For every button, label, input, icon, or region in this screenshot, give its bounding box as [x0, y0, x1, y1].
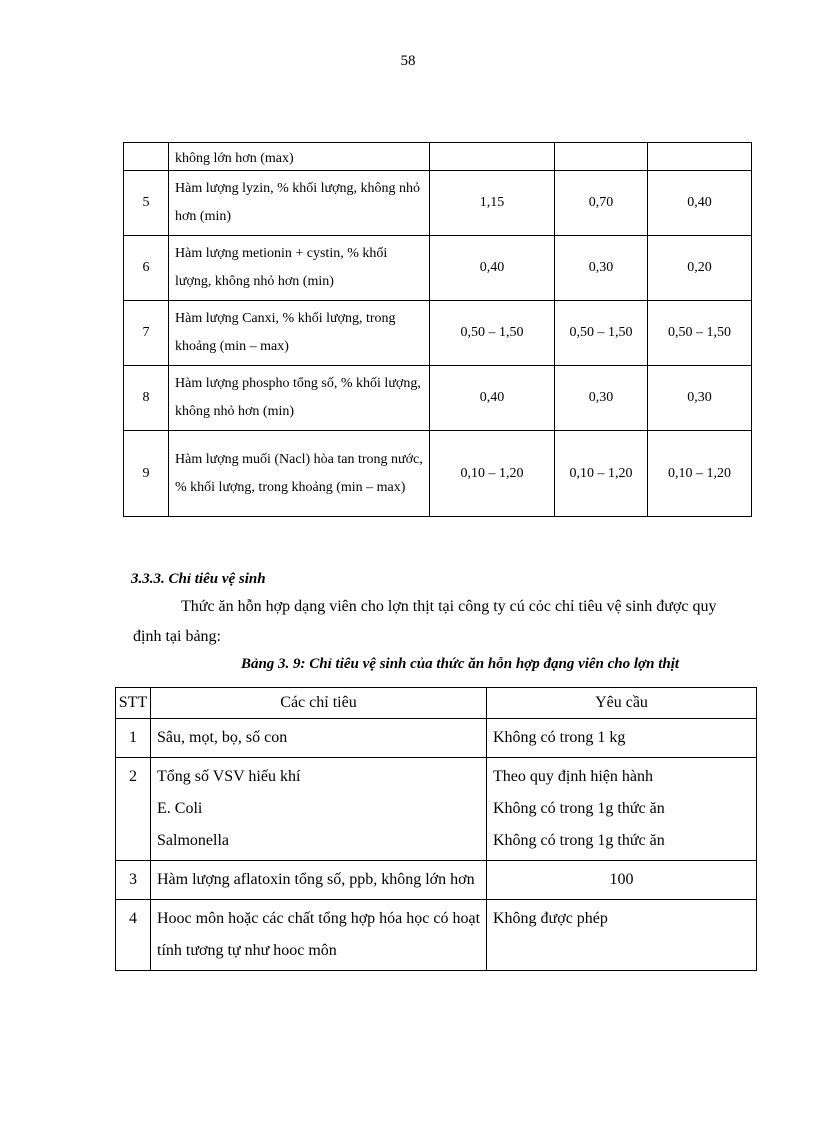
- value-cell: [430, 143, 555, 171]
- row-number: 4: [116, 900, 151, 971]
- table-row: [116, 719, 757, 758]
- header-stt: STT: [116, 688, 151, 719]
- header-requirement: Yêu cầu: [487, 688, 757, 719]
- table-row: [124, 171, 752, 236]
- value-cell: 0,10 – 1,20: [648, 431, 752, 517]
- table-row: [116, 758, 757, 861]
- requirement-cell: [487, 861, 757, 900]
- page-number: 58: [400, 53, 416, 69]
- value-cell: 1,15: [430, 171, 555, 236]
- row-number: [124, 143, 169, 171]
- header-row: [116, 688, 757, 719]
- requirement-cell: [487, 758, 757, 861]
- nutrition-table: [123, 142, 752, 517]
- criteria-cell: [151, 719, 487, 758]
- table-row: [124, 366, 752, 431]
- criteria-item: Sâu, mọt, bọ, số con: [157, 729, 288, 746]
- requirement-item: Không có trong 1 kg: [493, 729, 626, 746]
- criteria-cell: [151, 758, 487, 861]
- value-cell: 0,40: [648, 171, 752, 236]
- requirement-item: Không có trong 1g thức ăn: [493, 800, 665, 817]
- criteria-item: Hàm lượng aflatoxin tổng số, ppb, không lớn hơn: [157, 871, 475, 888]
- requirement-item: Theo quy định hiện hành: [493, 768, 653, 785]
- value-cell: 0,40: [430, 236, 555, 301]
- row-description: Hàm lượng muối (Nacl) hòa tan trong nước, % khối lượng, trong khoảng (min – max): [169, 431, 430, 517]
- table-caption: Bảng 3. 9: Chỉ tiêu vệ sinh của thức ăn hỗn hợp đạng viên cho lợn thịt: [240, 656, 680, 672]
- row-description: Hàm lượng Canxi, % khối lượng, trong khoảng (min – max): [169, 301, 430, 366]
- criteria-item: Tổng số VSV hiếu khí: [157, 768, 301, 785]
- criteria-cell: [151, 861, 487, 900]
- row-number: 2: [116, 758, 151, 861]
- row-description: không lớn hơn (max): [169, 143, 430, 171]
- row-number: 8: [124, 366, 169, 431]
- criteria-item: Salmonella: [157, 832, 229, 849]
- table-row: [124, 301, 752, 366]
- row-number: 6: [124, 236, 169, 301]
- value-cell: 0,10 – 1,20: [555, 431, 648, 517]
- value-cell: 0,40: [430, 366, 555, 431]
- value-cell: 0,30: [648, 366, 752, 431]
- hygiene-table: [115, 687, 757, 971]
- row-number: 7: [124, 301, 169, 366]
- row-description: Hàm lượng lyzin, % khối lượng, không nhỏ hơn (min): [169, 171, 430, 236]
- value-cell: 0,30: [555, 366, 648, 431]
- value-cell: 0,30: [555, 236, 648, 301]
- requirement-item: Không được phép: [493, 910, 608, 927]
- value-cell: [555, 143, 648, 171]
- criteria-item: Hooc môn hoặc các chất tổng hợp hóa học có hoạt tính tương tự như hooc môn: [157, 910, 481, 959]
- table-row: [124, 236, 752, 301]
- value-cell: 0,20: [648, 236, 752, 301]
- section-heading: 3.3.3. Chỉ tiêu vệ sinh: [131, 571, 266, 587]
- row-number: 9: [124, 431, 169, 517]
- header-criteria: Các chỉ tiêu: [151, 688, 487, 719]
- value-cell: 0,10 – 1,20: [430, 431, 555, 517]
- value-cell: 0,50 – 1,50: [555, 301, 648, 366]
- row-description: Hàm lượng phospho tổng số, % khối lượng, không nhỏ hơn (min): [169, 366, 430, 431]
- criteria-item: E. Coli: [157, 800, 203, 817]
- paragraph: Thức ăn hỗn hợp dạng viên cho lợn thịt tại công ty cú cỏc chỉ tiêu vệ sinh được quy định tại bảng:: [133, 598, 717, 645]
- criteria-cell: [151, 900, 487, 971]
- value-cell: 0,70: [555, 171, 648, 236]
- table-row: [124, 431, 752, 517]
- requirement-cell: [487, 900, 757, 971]
- value-cell: 0,50 – 1,50: [430, 301, 555, 366]
- table-row: [124, 143, 752, 171]
- row-number: 5: [124, 171, 169, 236]
- requirement-item: 100: [609, 871, 634, 888]
- value-cell: 0,50 – 1,50: [648, 301, 752, 366]
- table-row: [116, 900, 757, 971]
- row-number: 3: [116, 861, 151, 900]
- requirement-cell: [487, 719, 757, 758]
- table-row: [116, 861, 757, 900]
- requirement-item: Không có trong 1g thức ăn: [493, 832, 665, 849]
- row-description: Hàm lượng metionin + cystin, % khối lượng, không nhỏ hơn (min): [169, 236, 430, 301]
- row-number: 1: [116, 719, 151, 758]
- value-cell: [648, 143, 752, 171]
